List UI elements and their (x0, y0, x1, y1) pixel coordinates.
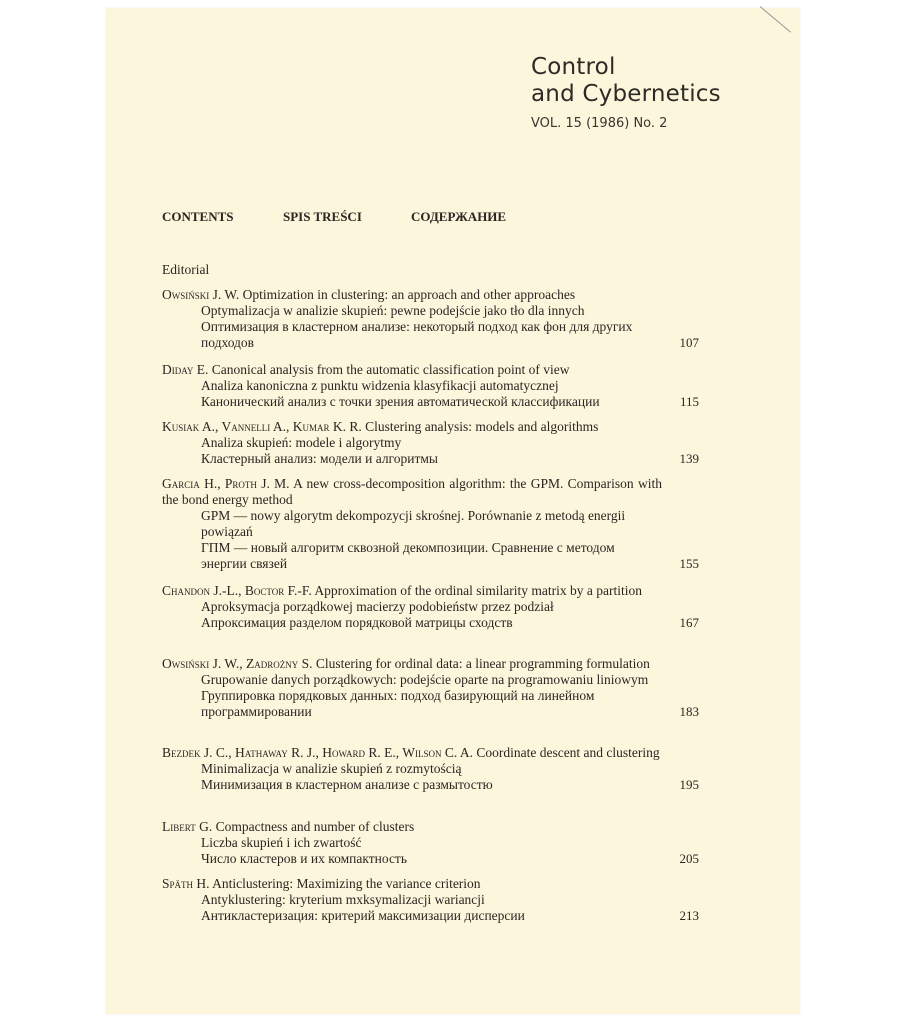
entry-title-pl: Optymalizacja w analizie skupień: pewne podejście jako tło dla innych (201, 303, 585, 318)
entry-page: 155 (679, 556, 699, 571)
heading-spis-tresci: SPIS TREŚCI (283, 209, 362, 224)
editorial-label: Editorial (162, 262, 210, 277)
entry-title-pl: Aproksymacja porządkowej macierzy podobieństw przez podział (201, 599, 554, 614)
entry-title: Optimization in clustering: an approach and other approaches (239, 287, 576, 302)
entry-title-pl: GPM — nowy algorytm dekompozycji skrośnej. Porównanie z metodą energii powiązań (201, 508, 626, 539)
volume-info: VOL. 15 (1986) No. 2 (531, 116, 668, 131)
entry-title-ru: Оптимизация в кластерном анализе: некоторый подход как фон для других подходов (201, 319, 633, 350)
toc-entry (162, 745, 699, 793)
entry-title-ru: Число кластеров и их компактность (201, 851, 407, 866)
entry-title-ru: ГПМ — новый алгоритм сквозной декомпозиции. Сравнение с методом энергии связей (201, 540, 615, 571)
entry-title-ru: Группировка порядковых данных: подход базирующий на линейном программировании (201, 688, 595, 719)
entry-authors: Späth H. (162, 876, 210, 891)
toc-entry (162, 876, 699, 924)
entry-page: 139 (679, 451, 699, 466)
toc-entry (162, 819, 699, 867)
entry-authors: Owsiński J. W., Zadrożny S. (162, 656, 313, 671)
masthead-line-2: and Cybernetics (531, 81, 721, 107)
entry-title-pl: Minimalizacja w analizie skupień z rozmytością (201, 761, 462, 776)
toc-entry (162, 476, 699, 572)
toc-entry (162, 656, 699, 720)
toc-entry (162, 419, 699, 467)
entry-title-pl: Liczba skupień i ich zwartość (201, 835, 362, 850)
entry-authors: Chandon J.-L., Boctor F.-F. (162, 583, 312, 598)
masthead-line-1: Control (531, 54, 616, 80)
entry-page: 205 (679, 851, 699, 866)
entry-authors: Kusiak A., Vannelli A., Kumar K. R. (162, 419, 362, 434)
heading-soderzhanie: СОДЕРЖАНИЕ (411, 209, 507, 224)
entry-title: Compactness and number of clusters (212, 819, 415, 834)
journal-masthead (531, 54, 721, 131)
entry-title-pl: Antyklustering: kryterium mxksymalizacji wariancji (201, 892, 485, 907)
entry-title-ru: Кластерный анализ: модели и алгоритмы (201, 451, 438, 466)
toc-entry (162, 362, 699, 410)
entry-title: Clustering analysis: models and algorithms (361, 419, 599, 434)
entry-title: Canonical analysis from the automatic classification point of view (208, 362, 570, 377)
entry-title-ru: Антикластеризация: критерий максимизации дисперсии (201, 908, 525, 923)
heading-contents: CONTENTS (162, 209, 234, 224)
entry-title: Approximation of the ordinal similarity matrix by a partition (311, 583, 643, 598)
toc-entry (162, 583, 699, 631)
entry-title: Coordinate descent and clustering (472, 745, 660, 760)
entry-page: 115 (679, 394, 699, 409)
entry-title-ru: Минимизация в кластерном анализе с размытостю (201, 777, 493, 792)
toc-entry (162, 287, 699, 351)
entry-authors: Owsiński J. W. (162, 287, 240, 302)
entry-authors: Bezdek J. C., Hathaway R. J., Howard R. E., Wilson C. A. (162, 745, 473, 760)
entry-title-ru: Канонический анализ с точки зрения автоматической классификации (201, 394, 600, 409)
entry-page: 183 (679, 704, 699, 719)
entry-page: 167 (679, 615, 699, 630)
entry-title: Anticlustering: Maximizing the variance criterion (209, 876, 481, 891)
entry-title: Clustering for ordinal data: a linear programming formulation (312, 656, 650, 671)
entry-page: 213 (679, 908, 699, 923)
entry-title-pl: Analiza kanoniczna z punktu widzenia klasyfikacji automatycznej (201, 378, 559, 393)
entry-authors: Diday E. (162, 362, 209, 377)
entry-title-pl: Grupowanie danych porządkowych: podejście oparte na programowaniu liniowym (201, 672, 649, 687)
entry-title-pl: Analiza skupień: modele i algorytmy (201, 435, 402, 450)
entry-title: A new cross-decomposition algorithm: the GPM. Comparison with the bond energy method (162, 476, 662, 507)
entry-title-ru: Апроксимация разделом порядковой матрицы сходств (201, 615, 513, 630)
entry-page: 107 (679, 335, 699, 350)
entry-authors: Libert G. (162, 819, 213, 834)
entry-page: 195 (679, 777, 699, 792)
entry-authors: Garcia H., Proth J. M. (162, 476, 290, 491)
